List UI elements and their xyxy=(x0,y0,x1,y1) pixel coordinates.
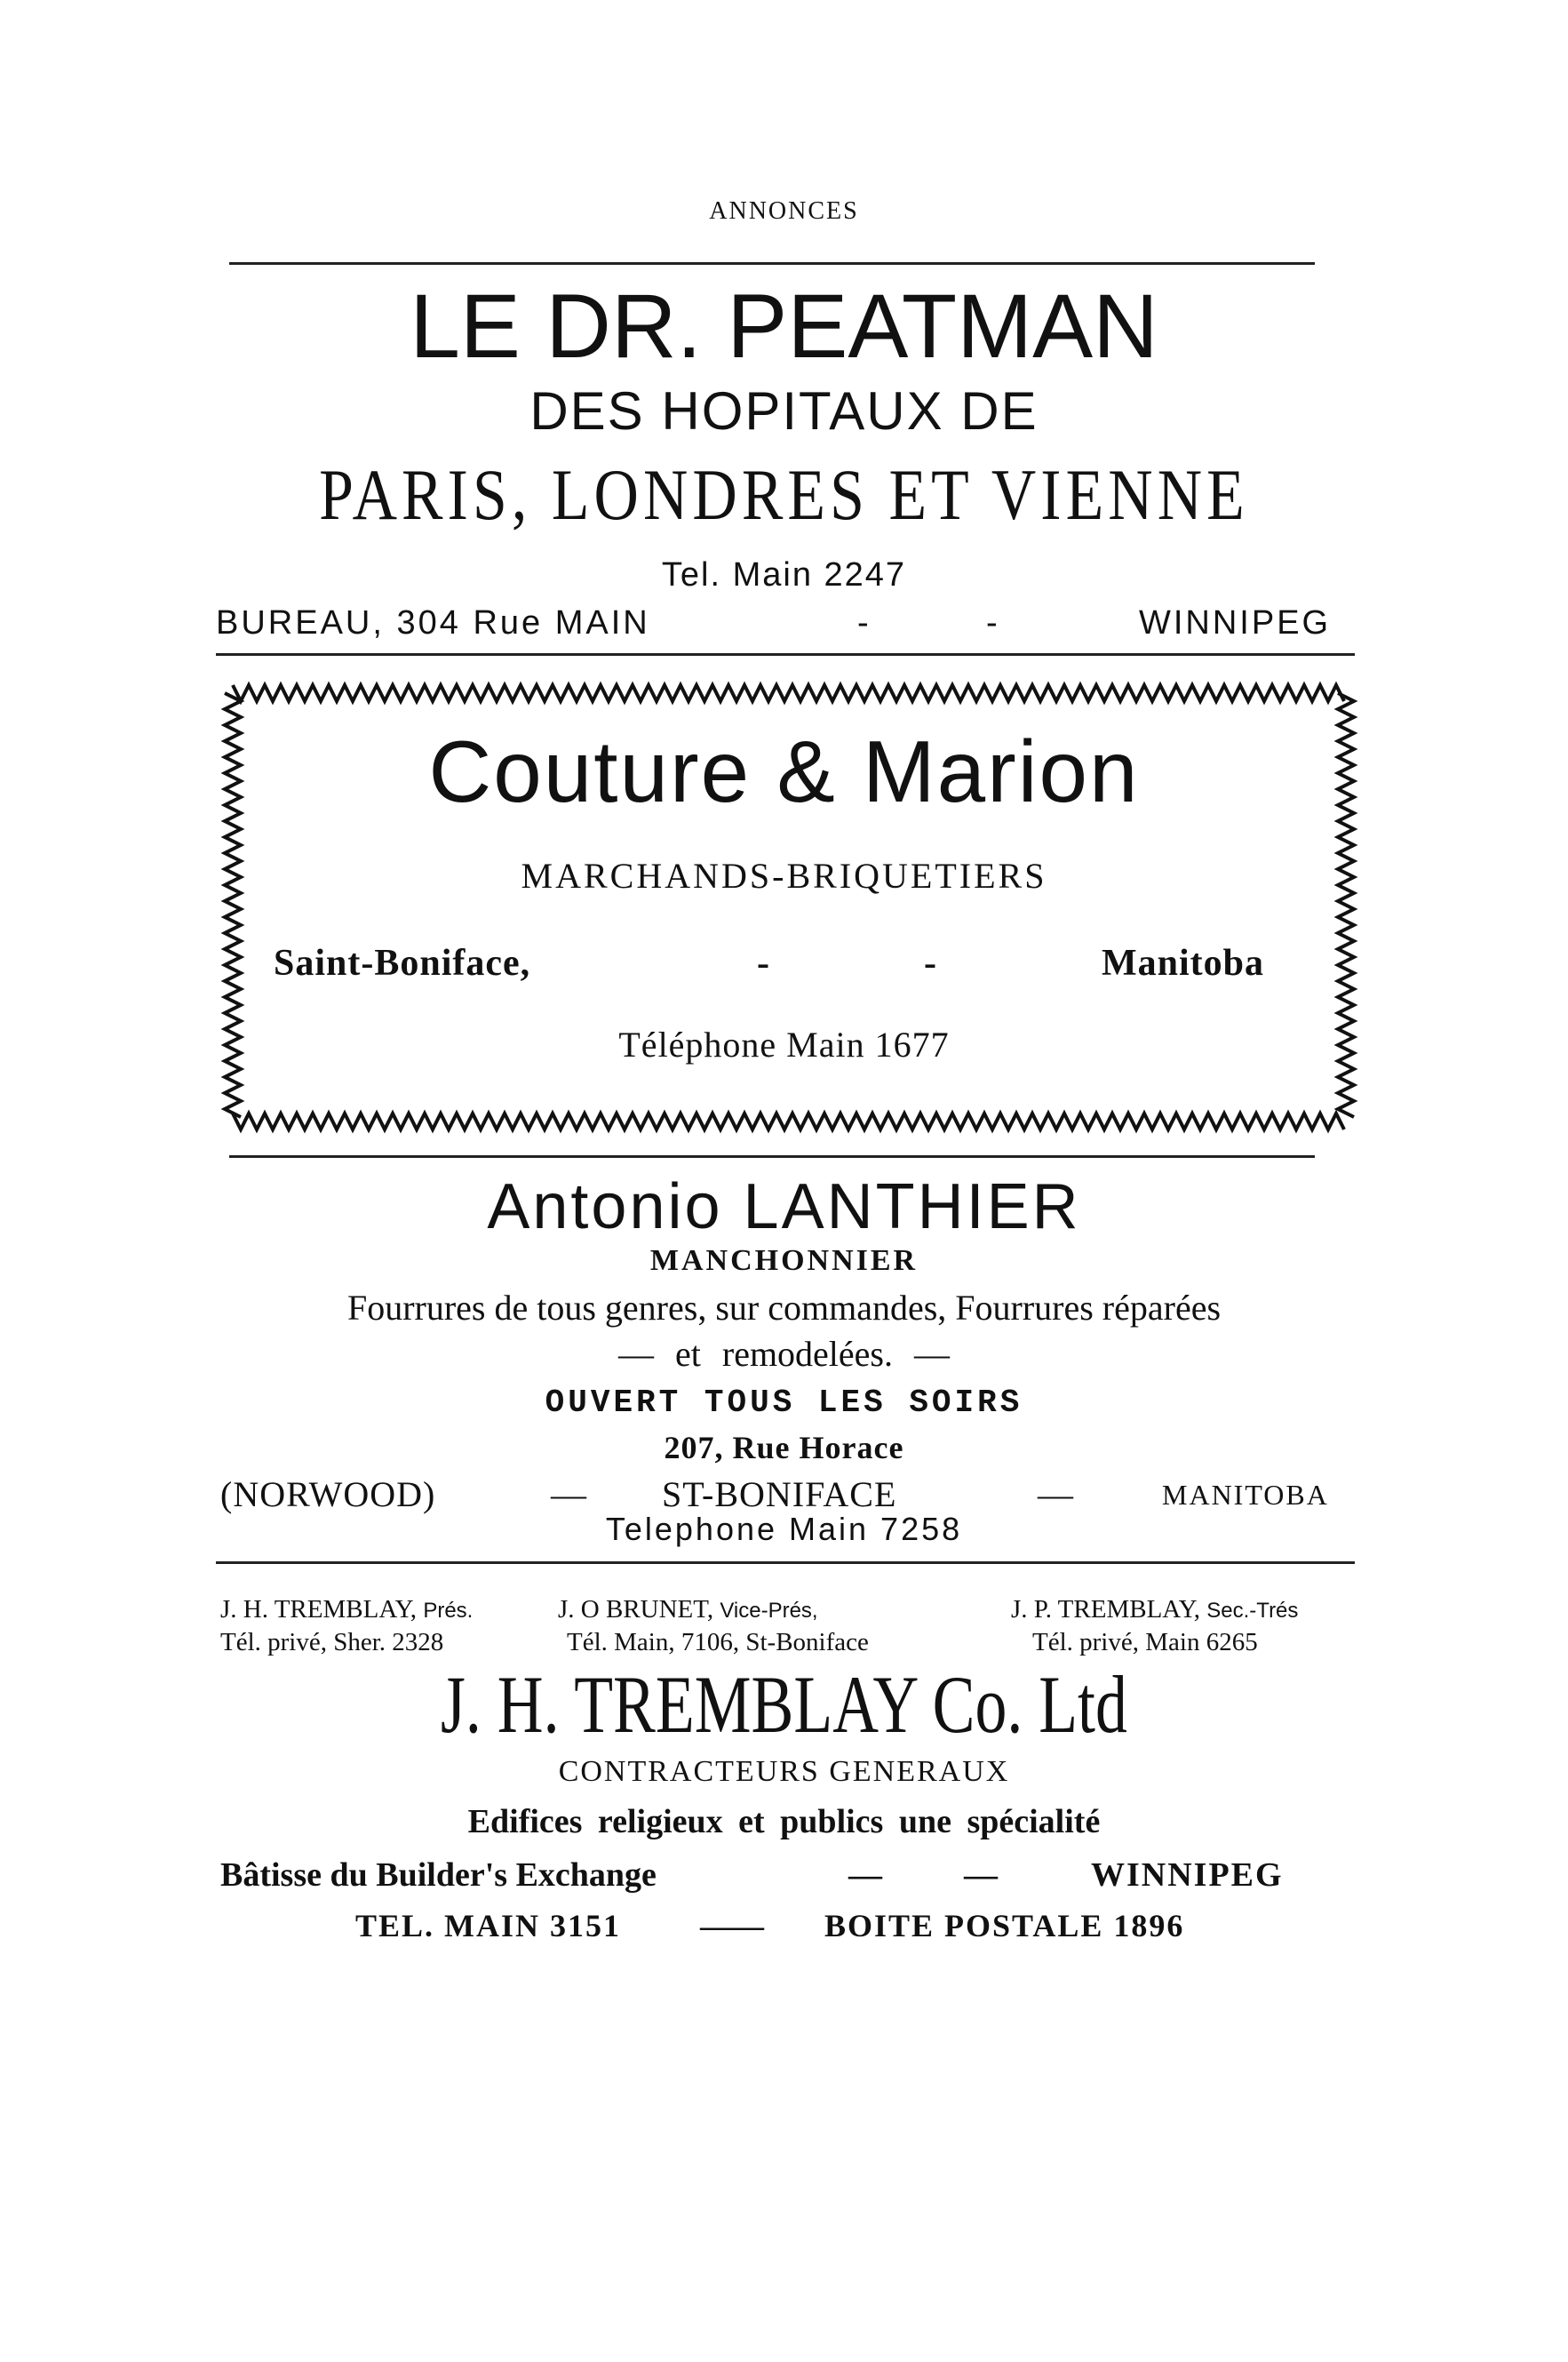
tremblay-postbox: BOITE POSTALE 1896 xyxy=(824,1908,1185,1943)
separator-dash: — xyxy=(848,1856,882,1894)
couture-phone: Téléphone Main 1677 xyxy=(618,1025,950,1065)
officer-3-name: J. P. TREMBLAY, xyxy=(1011,1595,1201,1624)
tremblay-building: Bâtisse du Builder's Exchange xyxy=(220,1856,657,1894)
peatman-cities: PARIS, LONDRES ET VIENNE xyxy=(319,454,1249,535)
lanthier-name: Antonio LANTHIER xyxy=(487,1171,1081,1242)
officer-2-title xyxy=(558,1595,818,1624)
lanthier-trade: MANCHONNIER xyxy=(649,1244,919,1277)
officer-1-tel: Tél. privé, Sher. 2328 xyxy=(220,1628,444,1656)
peatman-address: BUREAU, 304 Rue MAIN xyxy=(216,604,650,642)
lanthier-district: (NORWOOD) xyxy=(220,1474,436,1514)
officer-1-title xyxy=(220,1595,473,1624)
peatman-name: LE DR. PEATMAN xyxy=(410,275,1158,377)
lanthier-desc1: Fourrures de tous genres, sur commandes, Fourrures réparées xyxy=(346,1288,1222,1328)
lanthier-city: ST-BONIFACE xyxy=(662,1474,897,1514)
peatman-tel: Tel. Main 2247 xyxy=(661,556,907,594)
officer-2-name: J. O BRUNET, xyxy=(558,1595,714,1624)
separator-dash: — xyxy=(551,1474,586,1514)
officer-1-role: Prés. xyxy=(423,1599,474,1623)
divider xyxy=(229,1155,1315,1158)
separator-dash: - xyxy=(924,943,936,984)
separator-dash: —— xyxy=(700,1908,764,1943)
peatman-hospitals: DES HOPITAUX DE xyxy=(529,381,1039,441)
officer-2-tel: Tél. Main, 7106, St-Boniface xyxy=(567,1628,869,1656)
couture-name: Couture & Marion xyxy=(428,722,1140,820)
couture-province: Manitoba xyxy=(1102,943,1265,984)
lanthier-address: 207, Rue Horace xyxy=(664,1430,904,1465)
officer-1-name: J. H. TREMBLAY, xyxy=(220,1595,418,1624)
couture-city: Saint-Boniface, xyxy=(274,943,531,984)
divider xyxy=(216,1561,1355,1564)
officer-2-role: Vice-Prés, xyxy=(720,1599,818,1623)
officer-3-role: Sec.-Trés xyxy=(1206,1599,1299,1623)
separator-dash: — xyxy=(964,1856,998,1894)
tremblay-tel: TEL. MAIN 3151 xyxy=(355,1908,622,1943)
officer-3-tel: Tél. privé, Main 6265 xyxy=(1032,1628,1258,1656)
separator-dash: - xyxy=(757,943,769,984)
tremblay-specialty: Edifices religieux et publics une spécialité xyxy=(467,1803,1101,1840)
couture-trade: MARCHANDS-BRIQUETIERS xyxy=(521,856,1047,896)
lanthier-hours: OUVERT TOUS LES SOIRS xyxy=(545,1384,1023,1421)
tremblay-company xyxy=(0,1660,1568,1749)
peatman-city: WINNIPEG xyxy=(1139,604,1332,642)
officer-3-title xyxy=(1011,1595,1298,1624)
separator-dash: — xyxy=(1038,1474,1073,1514)
tremblay-city: WINNIPEG xyxy=(1091,1856,1284,1894)
page-header: ANNONCES xyxy=(709,197,859,225)
lanthier-province: MANITOBA xyxy=(1162,1479,1329,1511)
lanthier-desc2: — et remodelées. — xyxy=(618,1334,950,1374)
separator-dash: - xyxy=(857,604,869,642)
tremblay-trade: CONTRACTEURS GENERAUX xyxy=(558,1755,1010,1788)
lanthier-phone: Telephone Main 7258 xyxy=(605,1511,963,1547)
tremblay-company-text: J. H. TREMBLAY Co. Ltd xyxy=(441,1659,1127,1750)
separator-dash: - xyxy=(986,604,998,642)
